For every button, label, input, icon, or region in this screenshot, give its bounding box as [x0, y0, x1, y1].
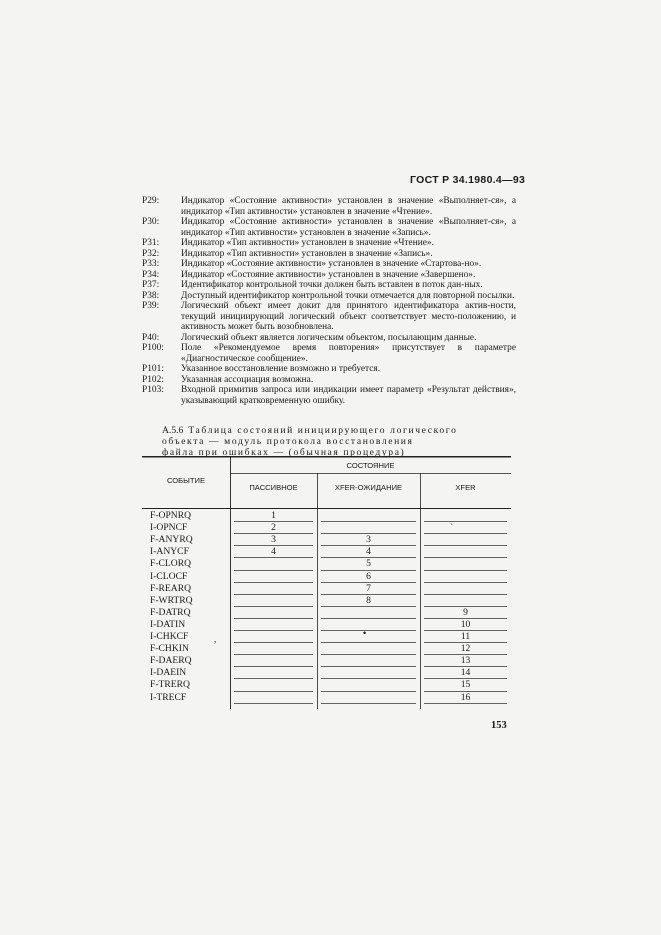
definition-code: P101:	[142, 364, 164, 374]
table-cell: 4	[271, 546, 276, 558]
definition-item	[142, 196, 516, 217]
table-cell: 7	[366, 582, 371, 594]
definition-code: P32:	[142, 248, 160, 259]
definition-text: Логический объект имеет докит для принятого идентификатора актив-ности, текущий инициирующий логический объект соответствует место-положению, и активность может быть возобновлена.	[181, 301, 516, 332]
definition-item	[142, 343, 516, 364]
definition-code: P29:	[142, 196, 160, 206]
table-cell: 10	[460, 618, 471, 630]
definition-text: Индикатор «Тип активности» установлен в значение «Чтение».	[181, 238, 434, 248]
table-cell: 3	[271, 534, 276, 546]
definition-code: P39:	[142, 301, 160, 311]
table-caption	[162, 425, 514, 458]
definition-text: Индикатор «Состояние активности» установлен в значение «Стартова-но».	[181, 259, 482, 269]
definition-item	[142, 217, 516, 238]
document-header: ГОСТ Р 34.1980.4—93	[410, 174, 526, 186]
table-row-event: F-ANYRQ	[150, 534, 193, 546]
definition-code: P31:	[142, 238, 160, 248]
definition-item	[142, 385, 516, 406]
table-cell: 5	[366, 558, 371, 570]
table-cell: 14	[460, 667, 471, 679]
definition-text: Логический объект является логическим объектом, посылающим данные.	[181, 332, 477, 343]
definition-item	[142, 280, 516, 291]
table-row-event: F-CHKIN	[150, 643, 189, 655]
definition-code: P102:	[142, 374, 164, 385]
table-row-event: I-DATIN	[150, 618, 186, 630]
table-number: A.5.6	[162, 425, 184, 436]
table-cell: 6	[366, 570, 371, 582]
table-row-event: I-ANYCF	[150, 546, 189, 558]
table-row-event: I-DAEIN	[150, 667, 187, 679]
definition-text: Индикатор «Состояние активности» установлен в значение «Завершено».	[181, 269, 476, 280]
state-header-xfer-wait: XFER-ОЖИДАНИЕ	[334, 483, 403, 492]
definition-code: P40:	[142, 332, 160, 343]
table-row-event: F-TRERQ	[150, 679, 190, 691]
definitions-list	[142, 196, 516, 406]
table-cell: 9	[463, 606, 468, 618]
definition-item	[142, 270, 516, 281]
definition-code: P33:	[142, 259, 160, 269]
page-number: 153	[491, 720, 507, 731]
definition-item	[142, 333, 516, 344]
state-group-header: СОСТОЯНИЕ	[346, 461, 395, 470]
table-cell: 11	[460, 631, 471, 642]
scan-speck: ,	[214, 634, 217, 644]
table-cell: 12	[460, 643, 471, 655]
definition-code: P103:	[142, 385, 164, 395]
table-row-event: F-OPNRQ	[150, 510, 192, 521]
state-header-xfer: XFER	[455, 483, 476, 492]
table-row-event: F-REARQ	[150, 582, 192, 594]
definition-code: P37:	[142, 280, 160, 290]
definition-text: Индикатор «Тип активности» установлен в значение «Запись».	[181, 248, 433, 259]
table-cell: 1	[271, 510, 276, 521]
caption-line-1: Таблица состояний инициирующего логического	[188, 425, 458, 436]
table-cell: 4	[366, 546, 371, 558]
table-row-event: I-CHKCF	[150, 631, 189, 642]
definition-item	[142, 238, 516, 249]
definition-text: Указанное восстановление возможно и требуется.	[181, 364, 381, 374]
table-row-event: F-WRTRQ	[150, 594, 193, 606]
table-cell: 15	[460, 679, 471, 691]
state-header-passive: ПАССИВНОЕ	[249, 483, 298, 492]
table-cell: 16	[460, 691, 471, 703]
definition-item	[142, 291, 516, 302]
caption-line-2: объекта — модуль протокола восстановления	[162, 436, 414, 447]
state-table	[142, 456, 511, 709]
definition-item	[142, 259, 516, 270]
definition-text: Доступный идентификатор контрольной точки отмечается для повторной посылки.	[181, 290, 515, 301]
definition-text: Входной примитив запроса или индикации имеет параметр «Результат действия», указывающий кратковременную ошибку.	[181, 385, 516, 406]
scan-speck: `	[450, 522, 453, 532]
table-cell: 2	[271, 522, 276, 534]
table-cell: 3	[366, 534, 371, 546]
definition-item	[142, 364, 516, 375]
definition-item	[142, 249, 516, 260]
table-cell: 8	[366, 594, 371, 606]
caption-line-3: файла при ошибках — (обычная процедура)	[162, 447, 406, 458]
definition-code: P34:	[142, 269, 160, 280]
table-row-event: F-DAERQ	[150, 655, 192, 667]
definition-text: Индикатор «Состояние активности» установлен в значение «Выполняет-ся», а индикатор «Тип активности» установлен в значение «Чтение».	[181, 196, 516, 217]
table-row-event: I-TRECF	[150, 691, 187, 703]
scan-speck: •	[363, 628, 367, 638]
definition-text: Индикатор «Состояние активности» установлен в значение «Выполняет-ся», а индикатор «Тип активности» установлен в значение «Запись».	[181, 217, 516, 238]
table-cell: 13	[460, 655, 471, 667]
definition-code: P100:	[142, 343, 164, 353]
definition-text: Указанная ассоциация возможна.	[181, 374, 314, 385]
definition-item	[142, 375, 516, 386]
definition-item	[142, 301, 516, 333]
event-column-header: СОБЫТИЕ	[166, 476, 206, 485]
table-row-event: I-CLOCF	[150, 570, 188, 582]
table-row-event: F-CLORQ	[150, 558, 192, 570]
table-row-event: I-OPNCF	[150, 522, 188, 534]
table-row-event: F-DATRQ	[150, 606, 191, 618]
definition-text: Поле «Рекомендуемое время повторения» присутствует в параметре «Диагностическое сообщение».	[181, 343, 516, 364]
definition-code: P38:	[142, 290, 160, 301]
definition-code: P30:	[142, 217, 160, 227]
definition-text: Идентификатор контрольной точки должен быть вставлен в поток дан-ных.	[181, 280, 483, 290]
